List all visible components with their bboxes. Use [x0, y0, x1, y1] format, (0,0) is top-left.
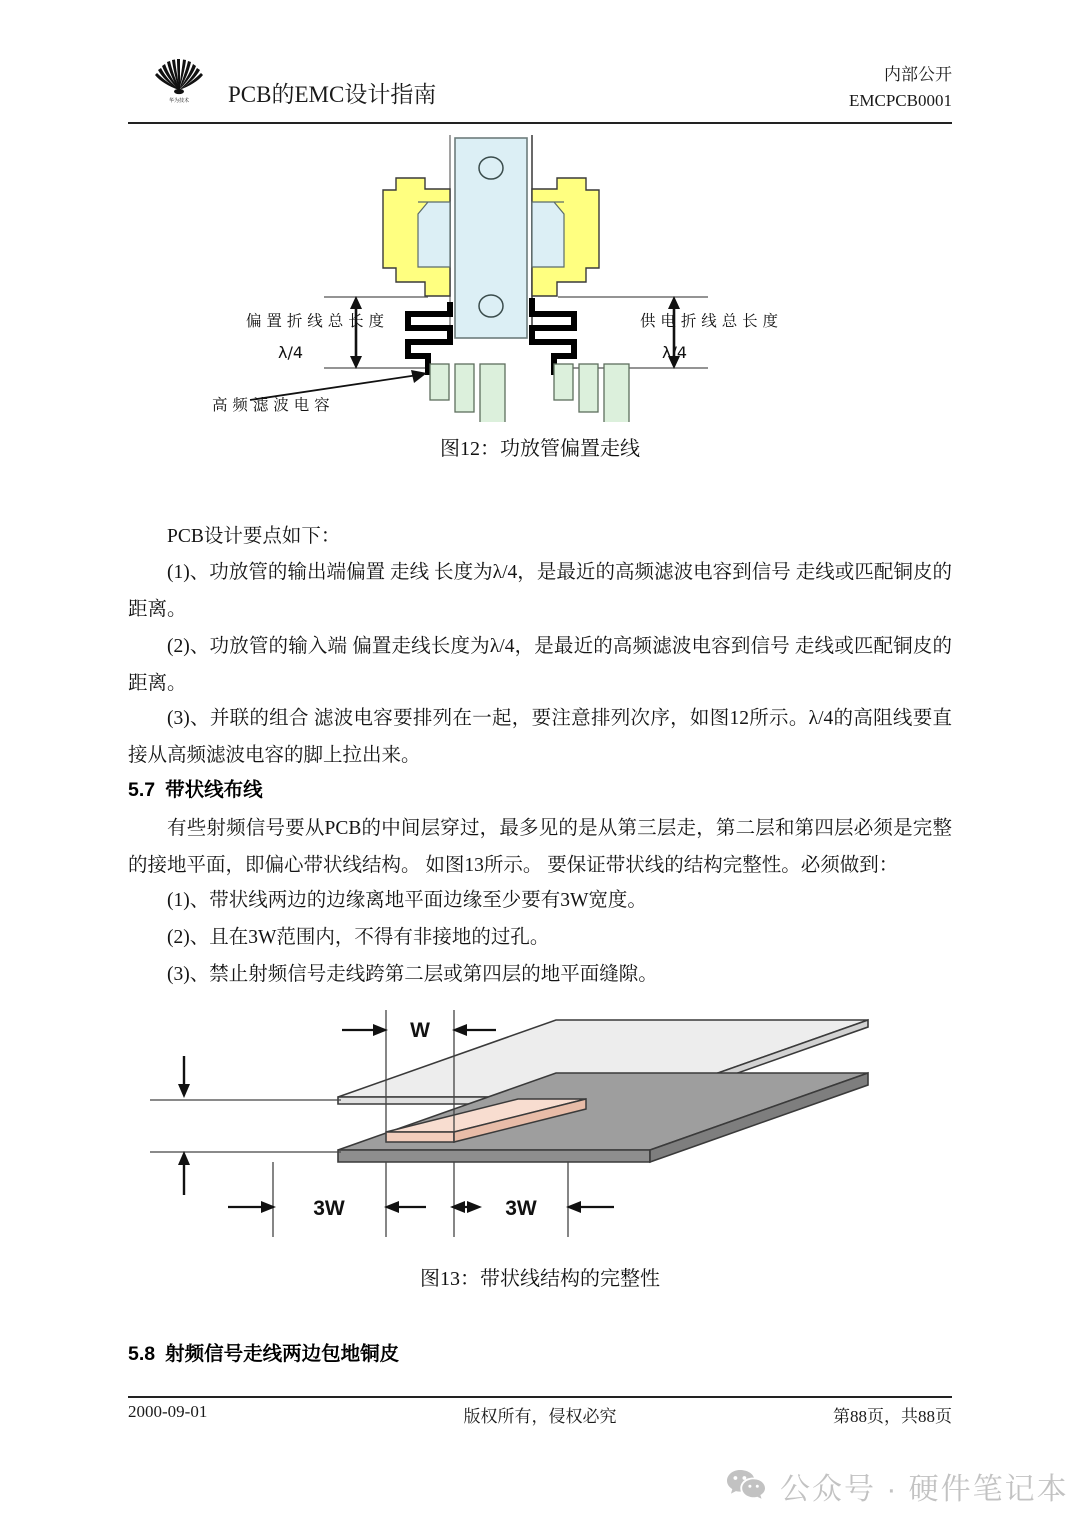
section-5-7-heading: [128, 774, 952, 802]
page-header: [128, 48, 952, 122]
huawei-shell-logo: [152, 50, 206, 106]
wechat-icon: [726, 1468, 766, 1505]
figure-12: [128, 132, 952, 422]
figure12-label-left-bottom: λ/4: [278, 343, 304, 362]
watermark: [726, 1462, 1069, 1510]
section-5-8-number: 5.8: [128, 1343, 156, 1365]
capacitor-right-2: [579, 364, 598, 412]
capacitor-left-3: [480, 364, 505, 422]
watermark-text: 公众号 · 硬件笔记本: [780, 1473, 1069, 1506]
footer-page-number: 第88页，共88页: [833, 1407, 952, 1426]
section-5-7-item-1: (1)、带状线两边的边缘离地平面边缘至少要有3W宽度。: [167, 890, 647, 911]
document-title: PCB的EMC设计指南: [228, 82, 437, 107]
meander-trace-right: [532, 298, 574, 372]
section-5-7-paragraph: 有些射频信号要从PCB的中间层穿过，最多见的是从第三层走，第二层和第四层必须是完整的接地平面，即偏心带状线结构。 如图13所示。 要保证带状线的结构完整性。必须做到：: [128, 818, 952, 876]
pcb-design-item-2: (2)、功放管的输入端 偏置走线长度为λ/4，是最近的高频滤波电容到信号 走线或匹配铜皮的距离。: [128, 636, 952, 694]
footer-copyright: 版权所有，侵权必究: [463, 1407, 617, 1426]
dimension-thickness-top: [178, 1056, 190, 1098]
classification-label: 内部公开: [884, 65, 952, 84]
section-5-8-heading: [128, 1338, 952, 1366]
capacitor-left-2: [455, 364, 474, 412]
header-meta: [849, 62, 952, 114]
footer-date: 2000-09-01: [128, 1402, 208, 1421]
dimension-3w-left: [228, 1197, 426, 1220]
pcb-design-item-3: (3)、并联的组合 滤波电容要排列在一起，要注意排列次序，如图12所示。λ/4的高阻线要直接从高频滤波电容的脚上拉出来。: [128, 708, 952, 766]
meander-trace-left: [408, 302, 450, 372]
figure13-caption: 图13：带状线结构的完整性: [420, 1268, 660, 1290]
section-5-7-number: 5.7: [128, 779, 156, 801]
capacitor-right-3: [604, 364, 629, 422]
section-5-7-item-2: (2)、且在3W范围内，不得有非接地的过孔。: [167, 927, 550, 948]
document-id: EMCPCB0001: [849, 91, 952, 110]
figure-13: [128, 992, 952, 1242]
footer-divider: [128, 1396, 952, 1398]
pcb-design-item-1: (1)、功放管的输出端偏置 走线 长度为λ/4，是最近的高频滤波电容到信号 走线或匹配铜皮的距离。: [128, 562, 952, 620]
section-5-7-title: 带状线布线: [165, 779, 263, 801]
dimension-arrow-left: [350, 296, 362, 369]
figure12-caption: 图12：功放管偏置走线: [440, 438, 640, 460]
header-divider: [128, 122, 952, 124]
figure13-label-3w-left: 3W: [313, 1197, 345, 1220]
mounting-hole-top: [479, 157, 503, 179]
figure12-callout-label: 高 频 滤 波 电 容: [212, 396, 330, 414]
pcb-design-intro: PCB设计要点如下：: [167, 526, 341, 547]
figure12-label-right-top: 供 电 折 线 总 长 度: [640, 312, 779, 330]
section-5-7-item-3: (3)、禁止射频信号走线跨第二层或第四层的地平面缝隙。: [167, 964, 658, 985]
dimension-3w-right: [450, 1197, 614, 1220]
capacitor-left-1: [430, 364, 449, 400]
figure12-label-right-bottom: λ/4: [662, 343, 688, 362]
figure13-label-3w-right: 3W: [505, 1197, 537, 1220]
figure13-label-w: W: [410, 1019, 430, 1042]
dimension-w: [342, 1019, 496, 1042]
capacitor-right-1: [554, 364, 573, 400]
figure12-label-left-top: 偏 置 折 线 总 长 度: [246, 312, 385, 330]
mounting-hole-bottom: [479, 295, 503, 317]
section-5-8-title: 射频信号走线两边包地铜皮: [165, 1343, 400, 1365]
page-footer: [128, 1402, 952, 1432]
svg-text:华为技术: 华为技术: [168, 98, 190, 104]
dimension-thickness-bottom: [178, 1151, 190, 1195]
